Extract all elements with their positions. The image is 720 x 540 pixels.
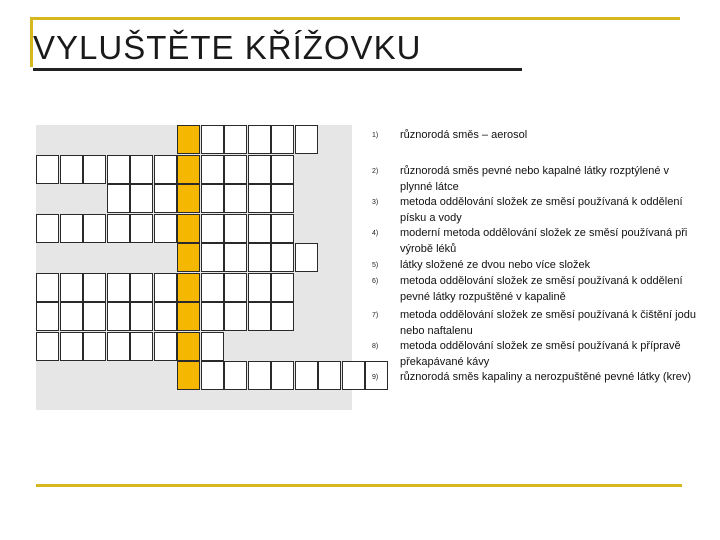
crossword-cell[interactable] (201, 361, 224, 390)
crossword-cell[interactable] (248, 361, 271, 390)
bottom-rule (36, 484, 682, 487)
crossword-cell[interactable] (154, 302, 177, 331)
crossword-cell[interactable] (224, 155, 247, 184)
clue-number: 7) (372, 312, 379, 319)
crossword-cell[interactable] (271, 155, 294, 184)
crossword-cell[interactable] (224, 302, 247, 331)
crossword-cell[interactable] (248, 155, 271, 184)
crossword-cell[interactable] (271, 125, 294, 154)
crossword-cell[interactable] (107, 332, 130, 361)
crossword-cell[interactable] (271, 302, 294, 331)
clue-text: metoda oddělování složek ze směsí používaná k přípravě překapávané kávy (400, 340, 681, 368)
clue-number: 2) (372, 168, 379, 175)
crossword-cell[interactable] (154, 214, 177, 243)
clue-text: různorodá směs pevné nebo kapalné látky rozptýlené v plynné látce (400, 165, 670, 193)
crossword-solution-cell[interactable] (177, 184, 200, 213)
crossword-cell[interactable] (224, 361, 247, 390)
crossword-cell[interactable] (248, 214, 271, 243)
clue-number: 5) (372, 262, 379, 269)
crossword-cell[interactable] (201, 273, 224, 302)
crossword-cell[interactable] (130, 214, 153, 243)
crossword-cell[interactable] (201, 155, 224, 184)
crossword-solution-cell[interactable] (177, 302, 200, 331)
crossword-cell[interactable] (201, 125, 224, 154)
crossword-solution-cell[interactable] (177, 125, 200, 154)
crossword-cell[interactable] (201, 184, 224, 213)
crossword-solution-cell[interactable] (177, 361, 200, 390)
crossword-cell[interactable] (83, 302, 106, 331)
clue-number: 9) (372, 374, 379, 381)
crossword-cell[interactable] (295, 361, 318, 390)
crossword-cell[interactable] (295, 125, 318, 154)
crossword-cell[interactable] (154, 273, 177, 302)
crossword-cell[interactable] (201, 214, 224, 243)
crossword-cell[interactable] (248, 273, 271, 302)
title-underline (33, 68, 522, 71)
crossword-cell[interactable] (36, 273, 59, 302)
crossword-cell[interactable] (60, 302, 83, 331)
crossword-cell[interactable] (224, 184, 247, 213)
crossword-cell[interactable] (248, 302, 271, 331)
crossword-cell[interactable] (201, 332, 224, 361)
crossword-cell[interactable] (60, 155, 83, 184)
page-title: VYLUŠTĚTE KŘÍŽOVKU (33, 29, 422, 66)
crossword-cell[interactable] (107, 214, 130, 243)
crossword-cell[interactable] (36, 302, 59, 331)
crossword-cell[interactable] (130, 332, 153, 361)
crossword-cell[interactable] (154, 184, 177, 213)
crossword-cell[interactable] (130, 302, 153, 331)
crossword-cell[interactable] (224, 214, 247, 243)
clue-text: metoda oddělování složek ze směsí používaná k oddělení písku a vody (400, 196, 683, 224)
crossword-cell[interactable] (154, 155, 177, 184)
crossword-cell[interactable] (60, 214, 83, 243)
crossword-cell[interactable] (201, 243, 224, 272)
crossword-solution-cell[interactable] (177, 273, 200, 302)
crossword-cell[interactable] (271, 214, 294, 243)
crossword-cell[interactable] (107, 155, 130, 184)
crossword-cell[interactable] (107, 184, 130, 213)
clue-text: moderní metoda oddělování složek ze směsí používaná při výrobě léků (400, 227, 688, 255)
crossword-cell[interactable] (36, 214, 59, 243)
crossword-cell[interactable] (224, 273, 247, 302)
crossword-cell[interactable] (318, 361, 341, 390)
crossword-solution-cell[interactable] (177, 155, 200, 184)
clue-number: 1) (372, 132, 379, 139)
crossword-cell[interactable] (342, 361, 365, 390)
crossword-cell[interactable] (248, 243, 271, 272)
crossword-cell[interactable] (295, 243, 318, 272)
crossword-cell[interactable] (60, 332, 83, 361)
crossword-cell[interactable] (248, 125, 271, 154)
crossword-cell[interactable] (83, 214, 106, 243)
title-top-rule (30, 17, 680, 20)
crossword-grid (36, 125, 352, 410)
clue-text: různorodá směs kapaliny a nerozpuštěné pevné látky (krev) (400, 371, 692, 383)
crossword-cell[interactable] (224, 125, 247, 154)
crossword-cell[interactable] (224, 243, 247, 272)
crossword-solution-cell[interactable] (177, 243, 200, 272)
crossword-cell[interactable] (271, 243, 294, 272)
clue-text: metoda oddělování složek ze směsí používaná k oddělení pevné látky rozpuštěné v kapalině (400, 275, 683, 303)
clue-text: látky složené ze dvou nebo více složek (400, 259, 591, 271)
crossword-cell[interactable] (271, 184, 294, 213)
crossword-cell[interactable] (130, 184, 153, 213)
clue-number: 6) (372, 278, 379, 285)
crossword-cell[interactable] (248, 184, 271, 213)
clue-text: metoda oddělování složek ze směsí používaná k čištění jodu nebo naftalenu (400, 309, 696, 337)
crossword-cell[interactable] (271, 361, 294, 390)
crossword-cell[interactable] (107, 302, 130, 331)
crossword-cell[interactable] (83, 155, 106, 184)
crossword-solution-cell[interactable] (177, 214, 200, 243)
crossword-cell[interactable] (83, 332, 106, 361)
crossword-cell[interactable] (130, 273, 153, 302)
crossword-cell[interactable] (130, 155, 153, 184)
crossword-cell[interactable] (60, 273, 83, 302)
clue-number: 4) (372, 230, 379, 237)
clue-number: 3) (372, 199, 379, 206)
crossword-cell[interactable] (154, 332, 177, 361)
crossword-cell[interactable] (271, 273, 294, 302)
crossword-cell[interactable] (36, 332, 59, 361)
clue-text: různorodá směs – aerosol (400, 129, 528, 141)
clue-number: 8) (372, 343, 379, 350)
crossword-cell[interactable] (36, 155, 59, 184)
crossword-cell[interactable] (107, 273, 130, 302)
crossword-cell[interactable] (83, 273, 106, 302)
crossword-cell[interactable] (201, 302, 224, 331)
crossword-solution-cell[interactable] (177, 332, 200, 361)
